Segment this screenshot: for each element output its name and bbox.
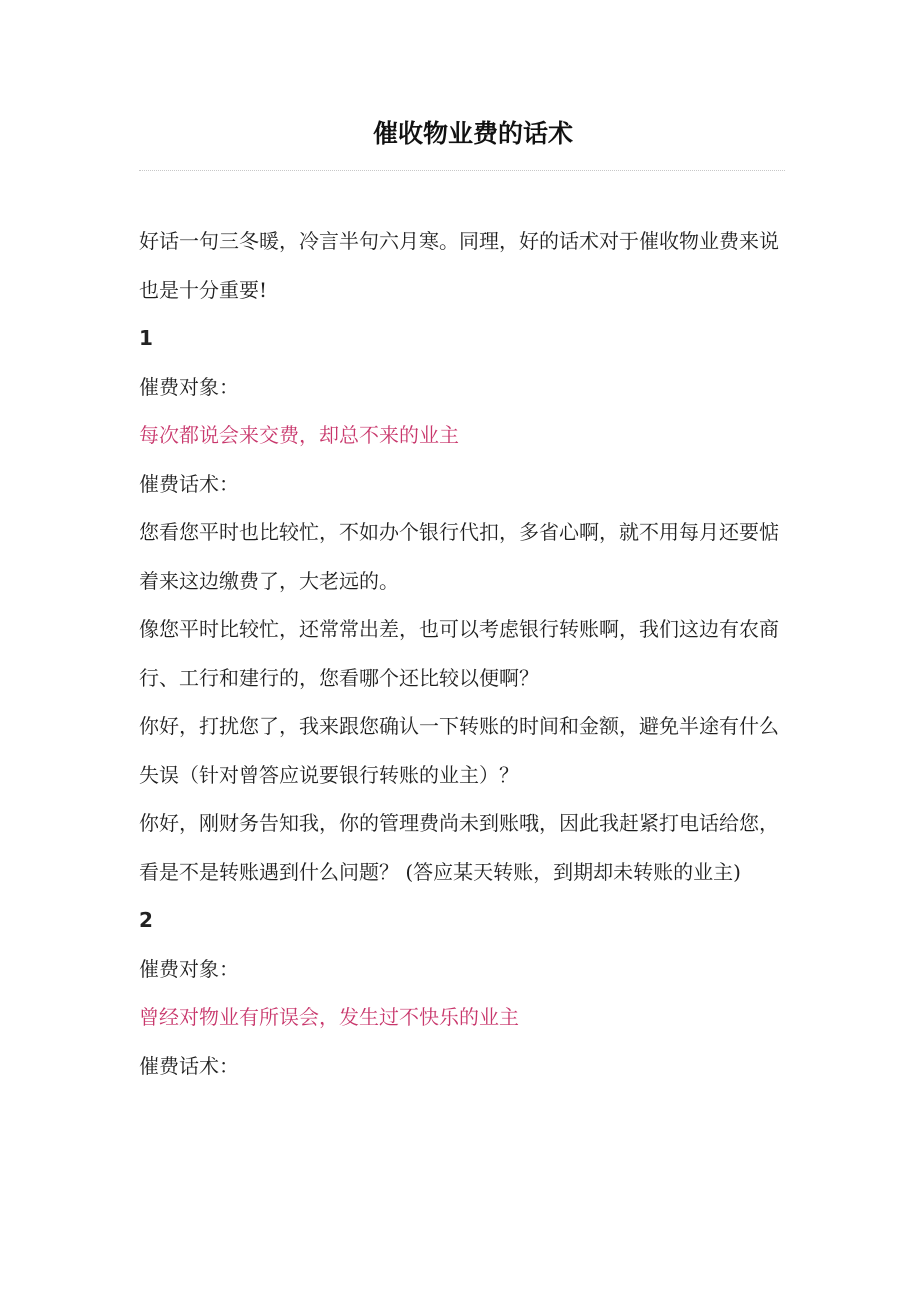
target-label-2: 催费对象： (139, 956, 239, 981)
section-number-2: 2 (139, 908, 153, 932)
intro-paragraph: 好话一句三冬暖，冷言半句六月寒。同理，好的话术对于催收物业费来说也是十分重要! (139, 229, 779, 302)
script-paragraph: 您看您平时也比较忙，不如办个银行代扣，多省心啊，就不用每月还要惦着来这边缴费了，大老远的。 (139, 520, 779, 593)
section-number-1: 1 (139, 326, 153, 350)
script-label-2: 催费话术： (139, 1053, 239, 1078)
target-label-1: 催费对象： (139, 374, 239, 399)
script-label-1: 催费话术： (139, 471, 239, 496)
document-title: 催收物业费的话术 (372, 119, 573, 148)
target-text-2: 曾经对物业有所误会，发生过不快乐的业主 (139, 1005, 519, 1029)
document-body (139, 217, 789, 1090)
script-paragraph: 你好，刚财务告知我，你的管理费尚未到账哦，因此我赶紧打电话给您，看是不是转账遇到什么问题？ (答应某天转账，到期却未转账的业主) (139, 811, 779, 884)
script-paragraph: 像您平时比较忙，还常常出差，也可以考虑银行转账啊，我们这边有农商行、工行和建行的，您看哪个还比较以便啊？ (139, 617, 779, 690)
title-divider (139, 170, 785, 171)
target-text-1: 每次都说会来交费，却总不来的业主 (139, 423, 459, 447)
script-paragraph: 你好，打扰您了，我来跟您确认一下转账的时间和金额，避免半途有什么失误（针对曾答应说要银行转账的业主）？ (139, 714, 779, 787)
